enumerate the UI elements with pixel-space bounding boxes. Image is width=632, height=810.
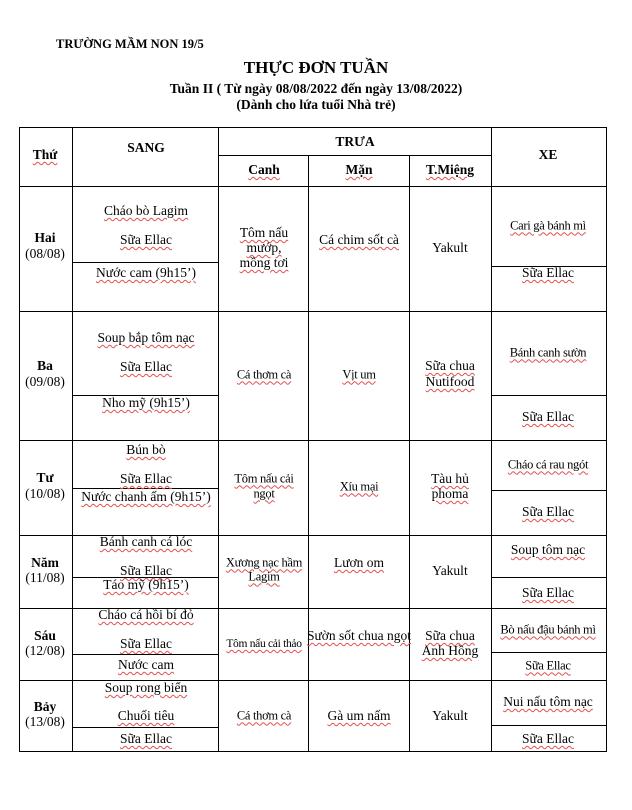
table-border <box>72 262 218 263</box>
sang-item: Sữa Ellac <box>120 730 172 746</box>
table-border <box>218 127 219 751</box>
trang-mieng-text: Sữa chua <box>425 357 475 373</box>
canh-text: Tôm nấu <box>239 224 289 240</box>
sang-item: Bánh canh cá lóc <box>99 533 193 549</box>
sang-item: Sữa Ellac <box>120 562 172 578</box>
table-border <box>491 490 606 491</box>
week-subtitle: Tuần II ( Từ ngày 08/08/2022 đến ngày 13/08/2022) <box>169 81 463 96</box>
table-border <box>491 577 606 578</box>
man-text: Lươn om <box>333 554 385 570</box>
sang-item: Soup bắp tôm nạc <box>97 329 195 345</box>
sang-snack: Nước chanh ấm (9h15’) <box>81 488 211 504</box>
canh-text: Cá thơm cà <box>236 708 292 723</box>
xe-item: Sữa Ellac <box>522 408 574 424</box>
man-text: Xíu mại <box>339 479 379 494</box>
table-border <box>72 727 218 728</box>
day-date: (12/08) <box>25 642 65 658</box>
trang-mieng-text: Nutifood <box>425 373 475 389</box>
trang-mieng-text: Sữa chua <box>425 627 475 643</box>
header-canh: Canh <box>248 161 280 177</box>
sang-item: Bún bò <box>126 441 166 457</box>
sang-item: Sữa Ellac <box>120 470 172 486</box>
day-name: Ba <box>37 357 53 373</box>
sang-item: Soup rong biển <box>104 679 188 695</box>
table-border <box>19 751 607 752</box>
canh-text: Xương nạc hầm <box>225 555 303 570</box>
trang-mieng-text: phoma <box>431 485 469 501</box>
trang-mieng-text: Anh Hồng <box>421 642 479 658</box>
sang-snack: Nước cam <box>117 656 175 672</box>
header-trang-mieng: T.Miệng <box>425 161 475 177</box>
table-border <box>19 440 606 441</box>
day-date: (13/08) <box>25 713 65 729</box>
xe-item: Sữa Ellac <box>522 264 574 280</box>
day-name: Bảy <box>33 698 57 714</box>
xe-item: Sữa Ellac <box>525 658 571 673</box>
xe-item: Soup tôm nạc <box>510 541 586 557</box>
table-border <box>491 395 606 396</box>
canh-text: mồng tơi <box>239 254 289 270</box>
canh-text: Cá thơm cà <box>236 367 292 382</box>
xe-item: Sữa Ellac <box>522 730 574 746</box>
day-name: Năm <box>31 554 59 570</box>
table-border <box>409 155 410 751</box>
man-text: Sườn sốt chua ngọt <box>306 627 412 643</box>
table-border <box>19 186 606 187</box>
day-date: (08/08) <box>25 245 65 261</box>
table-border <box>19 311 606 312</box>
man-text: Vịt um <box>342 367 376 382</box>
sang-snack: Nước cam (9h15’) <box>96 264 196 280</box>
day-name: Tư <box>36 469 54 485</box>
table-border <box>606 127 607 752</box>
sang-snack: Táo mỹ (9h15’) <box>103 576 189 592</box>
trang-mieng-text: Yakult <box>432 239 468 255</box>
canh-text: Lagim <box>248 569 280 584</box>
sang-item: Chuối tiêu <box>117 707 175 723</box>
menu-title: THỰC ĐƠN TUẦN <box>243 58 389 77</box>
canh-text: Tôm nấu cải <box>234 471 294 486</box>
table-border <box>491 652 606 653</box>
xe-item: Sữa Ellac <box>522 503 574 519</box>
table-border <box>491 127 492 751</box>
xe-item: Cari gà bánh mì <box>510 218 586 233</box>
trang-mieng-text: Yakult <box>432 707 468 723</box>
table-border <box>72 654 218 655</box>
xe-item: Sữa Ellac <box>522 584 574 600</box>
table-border <box>72 127 73 751</box>
age-subtitle: (Dành cho lứa tuổi Nhà trẻ) <box>236 97 396 112</box>
trang-mieng-text: Tàu hủ <box>431 470 469 486</box>
sang-item: Sữa Ellac <box>120 231 172 247</box>
header-thu: Thứ <box>32 146 58 162</box>
canh-text: mướp, <box>246 239 282 255</box>
header-trua: TRƯA <box>335 133 375 149</box>
table-border <box>491 725 606 726</box>
table-border <box>19 127 20 751</box>
xe-item: Cháo cá rau ngót <box>507 457 589 472</box>
xe-item: Bánh canh sườn <box>509 345 587 360</box>
table-border <box>308 155 309 751</box>
day-name: Sáu <box>34 627 56 643</box>
sang-item: Cháo bò Lagim <box>104 202 188 218</box>
header-xe: XE <box>538 146 558 162</box>
canh-text: ngọt <box>253 486 275 501</box>
sang-item: Cháo cá hồi bí đỏ <box>98 606 194 622</box>
sang-item: Sữa Ellac <box>120 635 172 651</box>
man-text: Gà um nấm <box>327 707 391 723</box>
header-man: Mặn <box>345 161 373 177</box>
day-name: Hai <box>34 229 56 245</box>
xe-item: Nui nấu tôm nạc <box>503 693 593 709</box>
sang-snack: Nho mỹ (9h15’) <box>102 394 190 410</box>
table-border <box>218 155 491 156</box>
day-date: (09/08) <box>25 373 65 389</box>
day-date: (11/08) <box>25 569 65 585</box>
canh-text: Tôm nấu cải thảo <box>226 637 302 650</box>
day-date: (10/08) <box>25 485 65 501</box>
school-name: TRƯỜNG MẦM NON 19/5 <box>56 37 204 51</box>
man-text: Cá chim sốt cà <box>319 231 399 247</box>
table-border <box>19 127 606 128</box>
trang-mieng-text: Yakult <box>432 562 468 578</box>
xe-item: Bò nấu đậu bánh mì <box>500 622 596 637</box>
sang-item: Sữa Ellac <box>120 358 172 374</box>
header-sang: SANG <box>127 139 165 155</box>
